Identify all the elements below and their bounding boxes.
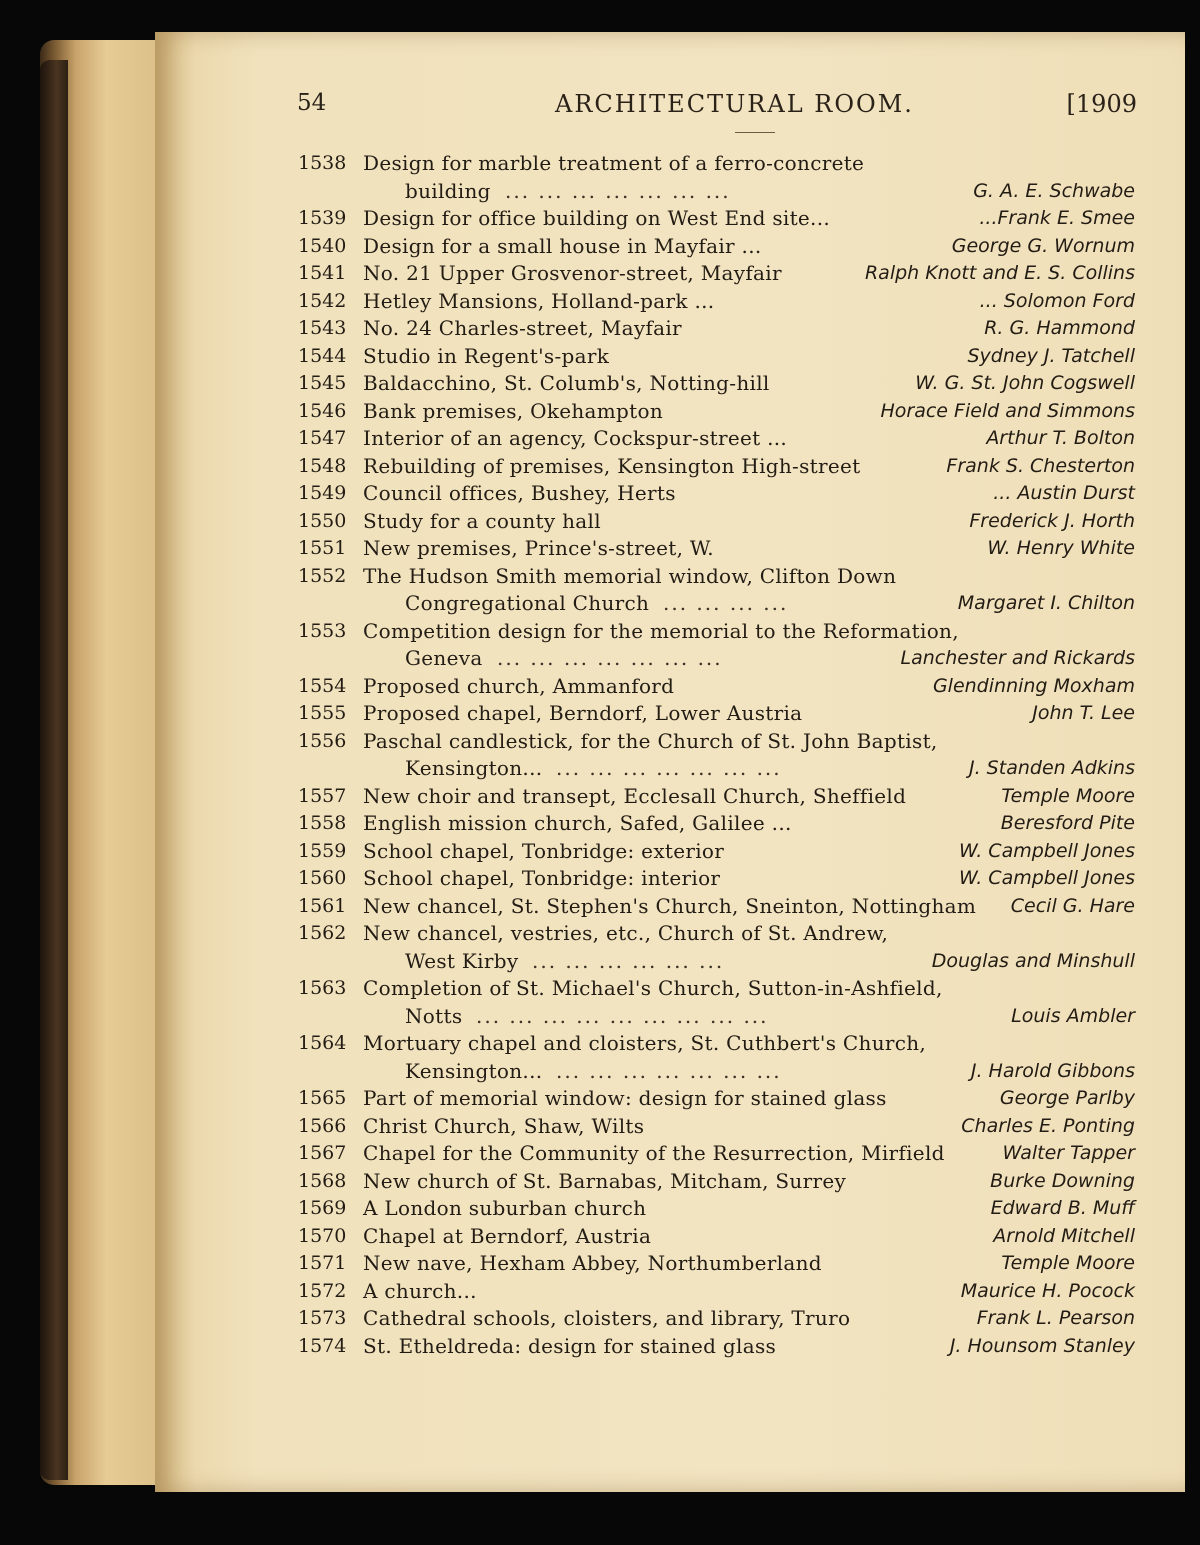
- page-title: ARCHITECTURAL ROOM.: [555, 90, 914, 118]
- entry-title: English mission church, Safed, Galilee ...: [363, 811, 792, 835]
- entry-title: School chapel, Tonbridge: exterior: [363, 838, 725, 863]
- entry-architect: Frank L. Pearson: [976, 1307, 1135, 1329]
- entry-architect: Horace Field and Simmons: [880, 399, 1135, 422]
- entry-architect: George G. Wornum: [951, 234, 1135, 257]
- entry-number: 1569: [298, 1197, 347, 1219]
- entry-architect: J. Harold Gibbons: [970, 1059, 1135, 1082]
- entry-number: 1559: [298, 839, 347, 862]
- entry-architect: Margaret I. Chilton: [957, 592, 1135, 614]
- entry-number: 1558: [298, 812, 347, 834]
- entry-number: 1574: [298, 1334, 347, 1357]
- entry-title: Competition design for the memorial to the Reformation,: [363, 618, 959, 643]
- entry-architect: Edward B. Muff: [990, 1197, 1135, 1219]
- entry-number: 1544: [298, 344, 347, 367]
- entry-architect: Lanchester and Rickards: [900, 647, 1135, 669]
- entry-title: Design for marble treatment of a ferro-concrete: [363, 151, 865, 175]
- entry-architect: Burke Downing: [990, 1169, 1135, 1192]
- leader-dots: ... ... ... ... ... ... ...: [556, 756, 782, 780]
- book-spine: [40, 60, 68, 1480]
- entry-architect: J. Standen Adkins: [969, 757, 1135, 779]
- entry-title: New choir and transept, Ecclesall Church, Sheffield: [363, 783, 907, 808]
- entry-number: 1567: [298, 1142, 347, 1164]
- entry-number: 1543: [298, 317, 347, 339]
- leader-dots: ... ... ... ... ... ...: [532, 948, 725, 973]
- leader-dots: ... ... ... ... ... ... ...: [505, 178, 731, 203]
- entry-number: 1560: [298, 867, 347, 889]
- entry-architect: Frederick J. Horth: [969, 509, 1135, 532]
- entry-number: 1546: [298, 399, 347, 422]
- entry-title: Council offices, Bushey, Herts: [363, 481, 676, 505]
- entry-title: Studio in Regent's-park: [363, 343, 610, 368]
- entry-title: No. 24 Charles-street, Mayfair: [363, 316, 682, 340]
- entry-title: Interior of an agency, Cockspur-street ...: [363, 426, 788, 450]
- entry-title: New nave, Hexham Abbey, Northumberland: [363, 1251, 822, 1275]
- entry-title: Part of memorial window: design for stained glass: [363, 1086, 887, 1110]
- entry-number: 1551: [298, 537, 347, 559]
- entry-architect: Arnold Mitchell: [993, 1224, 1135, 1247]
- entry-title: Bank premises, Okehampton: [363, 398, 663, 423]
- entry-architect: Louis Ambler: [1011, 1004, 1135, 1027]
- entry-title: Baldacchino, St. Columb's, Notting-hill: [363, 371, 770, 395]
- entry-title: Proposed church, Ammanford: [363, 673, 675, 698]
- entry-architect: J. Hounsom Stanley: [949, 1334, 1135, 1357]
- entry-title: New chancel, St. Stephen's Church, Sneinton, Nottingham: [363, 893, 977, 918]
- entry-architect: W. Campbell Jones: [958, 867, 1135, 889]
- entry-architect: George Parlby: [999, 1087, 1135, 1109]
- entry-number: 1550: [298, 509, 347, 532]
- entry-title: New church of St. Barnabas, Mitcham, Surrey: [363, 1168, 847, 1193]
- entry-architect: R. G. Hammond: [984, 317, 1135, 339]
- entry-number: 1556: [298, 729, 347, 752]
- entry-number: 1557: [298, 784, 347, 807]
- entry-title: Hetley Mansions, Holland-park ...: [363, 288, 715, 313]
- entry-number: 1549: [298, 482, 347, 504]
- entry-number: 1539: [298, 207, 347, 229]
- entry-title: Christ Church, Shaw, Wilts: [363, 1113, 645, 1138]
- entry-title-continued: Kensington...: [405, 1058, 543, 1083]
- entry-title: Mortuary chapel and cloisters, St. Cuthbert's Church,: [363, 1031, 927, 1055]
- entry-architect: Walter Tapper: [1002, 1142, 1135, 1164]
- entry-title: Study for a county hall: [363, 508, 601, 533]
- entry-architect: G. A. E. Schwabe: [973, 179, 1135, 202]
- entry-number: 1541: [298, 262, 347, 284]
- entry-title: Cathedral schools, cloisters, and library, Truro: [363, 1306, 851, 1330]
- entry-title: New premises, Prince's-street, W.: [363, 536, 714, 560]
- entry-number: 1565: [298, 1087, 347, 1109]
- entry-number: 1568: [298, 1169, 347, 1192]
- entry-title-continued: Congregational Church: [405, 591, 650, 615]
- entry-title: Rebuilding of premises, Kensington High-street: [363, 453, 861, 478]
- entry-number: 1561: [298, 894, 347, 917]
- leader-dots: ... ... ... ... ... ... ... ... ...: [476, 1003, 769, 1028]
- leader-dots: ... ... ... ... ... ... ...: [497, 646, 723, 670]
- entry-title: No. 21 Upper Grosvenor-street, Mayfair: [363, 261, 782, 285]
- entry-architect: W. Henry White: [987, 537, 1135, 559]
- entry-number: 1570: [298, 1224, 347, 1247]
- entry-title: Design for office building on West End site...: [363, 206, 831, 230]
- entry-architect: W. Campbell Jones: [958, 839, 1135, 862]
- entry-architect: Cecil G. Hare: [1010, 894, 1135, 917]
- entry-number: 1573: [298, 1307, 347, 1329]
- entry-number: 1540: [298, 234, 347, 257]
- entry-number: 1566: [298, 1114, 347, 1137]
- entry-title: Design for a small house in Mayfair ...: [363, 233, 762, 258]
- entry-title: A church...: [363, 1278, 477, 1303]
- entry-architect: Ralph Knott and E. S. Collins: [864, 262, 1135, 284]
- entry-number: 1547: [298, 427, 347, 449]
- book-page: [155, 32, 1185, 1492]
- entry-architect: Temple Moore: [1001, 1252, 1135, 1274]
- entry-architect: Temple Moore: [1001, 784, 1135, 807]
- entry-number: 1553: [298, 619, 347, 642]
- entry-title: Chapel for the Community of the Resurrection, Mirfield: [363, 1141, 945, 1165]
- entry-architect: Maurice H. Pocock: [960, 1279, 1135, 1302]
- entry-title: Proposed chapel, Berndorf, Lower Austria: [363, 701, 803, 725]
- entry-architect: Glendinning Moxham: [932, 674, 1135, 697]
- entry-architect: Arthur T. Bolton: [986, 427, 1135, 449]
- entry-number: 1545: [298, 372, 347, 394]
- entry-number: 1542: [298, 289, 347, 312]
- entry-number: 1554: [298, 674, 347, 697]
- entry-title: Completion of St. Michael's Church, Sutton-in-Ashfield,: [363, 976, 943, 1000]
- entry-architect: John T. Lee: [1032, 702, 1135, 724]
- entry-title: School chapel, Tonbridge: interior: [363, 866, 721, 890]
- entry-architect: Charles E. Ponting: [961, 1114, 1135, 1137]
- entry-number: 1572: [298, 1279, 347, 1302]
- entry-title: A London suburban church: [363, 1196, 647, 1220]
- entry-number: 1538: [298, 152, 347, 174]
- entry-number: 1552: [298, 564, 347, 587]
- entry-architect: Douglas and Minshull: [931, 949, 1135, 972]
- entry-number: 1571: [298, 1252, 347, 1274]
- entry-title-continued: Notts: [405, 1003, 463, 1028]
- year-marker: [1909: [1066, 90, 1137, 118]
- entry-title-continued: Kensington...: [405, 756, 543, 780]
- entry-number: 1563: [298, 977, 347, 999]
- entry-title: New chancel, vestries, etc., Church of St. Andrew,: [363, 921, 889, 945]
- entry-architect: ...Frank E. Smee: [979, 207, 1135, 229]
- entry-title-continued: West Kirby: [405, 948, 519, 973]
- entry-architect: ... Solomon Ford: [979, 289, 1135, 312]
- page-number: 54: [297, 90, 327, 116]
- entry-title: Paschal candlestick, for the Church of St. John Baptist,: [363, 728, 938, 753]
- entry-architect: Frank S. Chesterton: [946, 454, 1135, 477]
- entry-architect: W. G. St. John Cogswell: [915, 372, 1135, 394]
- entry-number: 1548: [298, 454, 347, 477]
- entry-architect: ... Austin Durst: [993, 482, 1135, 504]
- leader-dots: ... ... ... ...: [663, 591, 789, 615]
- entry-title-continued: Geneva: [405, 646, 483, 670]
- entry-title: The Hudson Smith memorial window, Clifton Down: [363, 563, 897, 588]
- entry-number: 1555: [298, 702, 347, 724]
- catalogue-entries: [155, 32, 1185, 1492]
- entry-title-continued: building: [405, 178, 491, 203]
- entry-title: Chapel at Berndorf, Austria: [363, 1223, 652, 1248]
- entry-title: St. Etheldreda: design for stained glass: [363, 1333, 777, 1358]
- entry-number: 1564: [298, 1032, 347, 1054]
- entry-architect: Beresford Pite: [1000, 812, 1135, 834]
- entry-number: 1562: [298, 922, 347, 944]
- entry-architect: Sydney J. Tatchell: [967, 344, 1135, 367]
- leader-dots: ... ... ... ... ... ... ...: [556, 1058, 782, 1083]
